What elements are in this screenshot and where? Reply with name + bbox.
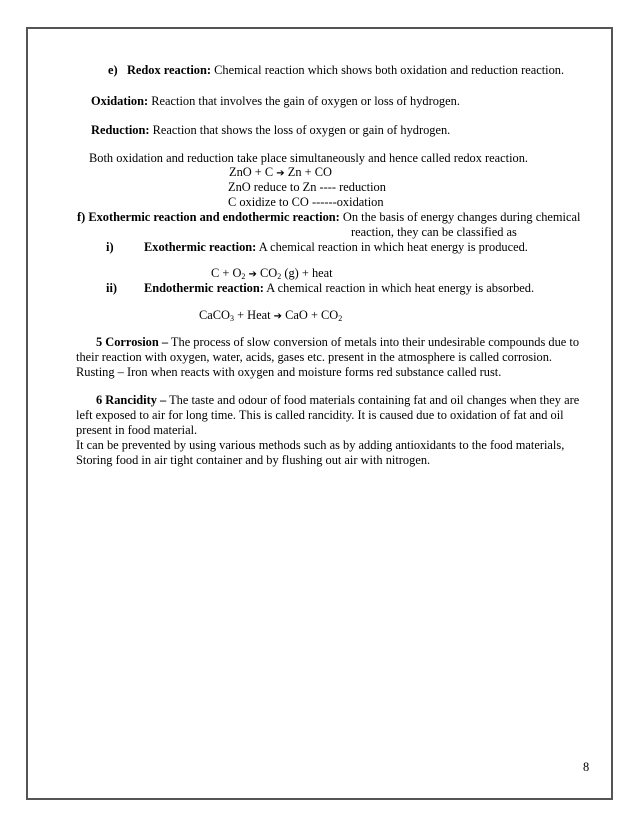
example-equation [229,165,332,181]
reduction-definition [91,123,450,138]
exo-term: Exothermic reaction: [144,240,257,254]
endo-eq-a: CaCO [199,308,230,322]
rancidity-line-2: left exposed to air for long time. This is called rancidity. It is caused due to oxidation of fat and oil [76,408,564,422]
exo-def: A chemical reaction in which heat energy is produced. [256,240,528,254]
endo-marker: ii) [106,281,118,295]
arrow-icon: ➔ [276,168,285,179]
redox-def: Chemical reaction which shows both oxidation and reduction reaction. [211,63,565,77]
oxidation-def: Reaction that involves the gain of oxygen or loss of hydrogen. [148,94,460,108]
reduction-def: Reaction that shows the loss of oxygen or gain of hydrogen. [149,123,451,137]
exo-eq-c: (g) + heat [281,266,333,280]
corrosion-term: 5 Corrosion – [96,335,169,349]
exothermic-definition [106,240,114,255]
exo-eq-sub2: 2 [277,272,282,281]
redox-definition [108,63,564,78]
rancidity-line-1 [96,393,579,408]
endo-eq-sub2: 2 [338,314,343,323]
endo-eq-c: CaO + CO [282,308,339,322]
redox-marker: e) [108,63,118,77]
arrow-icon: ➔ [248,269,257,280]
rancidity-line-5: Storing food in air tight container and by flushing out air with nitrogen. [76,453,431,467]
exo-eq-a: C + O [211,266,242,280]
endothermic-definition [144,281,534,296]
endothermic-marker-line [106,281,117,296]
rancidity-line-4: It can be prevented by using various methods such as by adding antioxidants to the food materials, [76,438,565,452]
section-f-title: f) Exothermic reaction and endothermic reaction: [77,210,340,224]
endo-eq-b: + Heat [233,308,274,322]
example-eq-right: Zn + CO [284,165,332,179]
rancidity-line-3: present in food material. [76,423,198,437]
rancidity-term: 6 Rancidity – [96,393,167,407]
endothermic-equation [199,308,342,324]
section-f-heading [77,210,580,225]
redox-term: Redox reaction: [126,63,212,77]
rancidity-text-1: The taste and odour of food materials containing fat and oil changes when they are [166,393,580,407]
corrosion-line-3: Rusting – Iron when reacts with oxygen and moisture forms red substance called rust. [76,365,502,379]
oxidation-definition [91,94,460,109]
exo-eq-sub1: 2 [241,272,246,281]
corrosion-text-1: The process of slow conversion of metals into their undesirable compounds due to [168,335,580,349]
arrow-icon: ➔ [273,311,283,322]
redox-note: Both oxidation and reduction take place simultaneously and hence called redox reaction. [89,151,529,165]
example-eq-left: ZnO + C [229,165,277,179]
corrosion-line-2: their reaction with oxygen, water, acids, gases etc. present in the atmosphere is called corrosion. [76,350,553,364]
exo-marker: i) [106,240,114,254]
oxidation-term: Oxidation: [91,94,149,108]
endo-def: A chemical reaction in which heat energy is absorbed. [263,281,535,295]
endo-eq-sub1: 3 [229,314,234,323]
exothermic-equation [211,266,333,282]
exothermic-text [144,240,528,255]
section-f-text: On the basis of energy changes during chemical [339,210,581,224]
section-f-text-continued: reaction, they can be classified as [351,225,517,239]
corrosion-line-1 [96,335,579,350]
endo-term: Endothermic reaction: [144,281,264,295]
reduction-term: Reduction: [91,123,150,137]
example-oxidation-line: C oxidize to CO ------oxidation [228,195,384,209]
exo-eq-b: CO [256,266,278,280]
example-reduction-line: ZnO reduce to Zn ---- reduction [228,180,386,194]
page-number: 8 [583,760,590,774]
